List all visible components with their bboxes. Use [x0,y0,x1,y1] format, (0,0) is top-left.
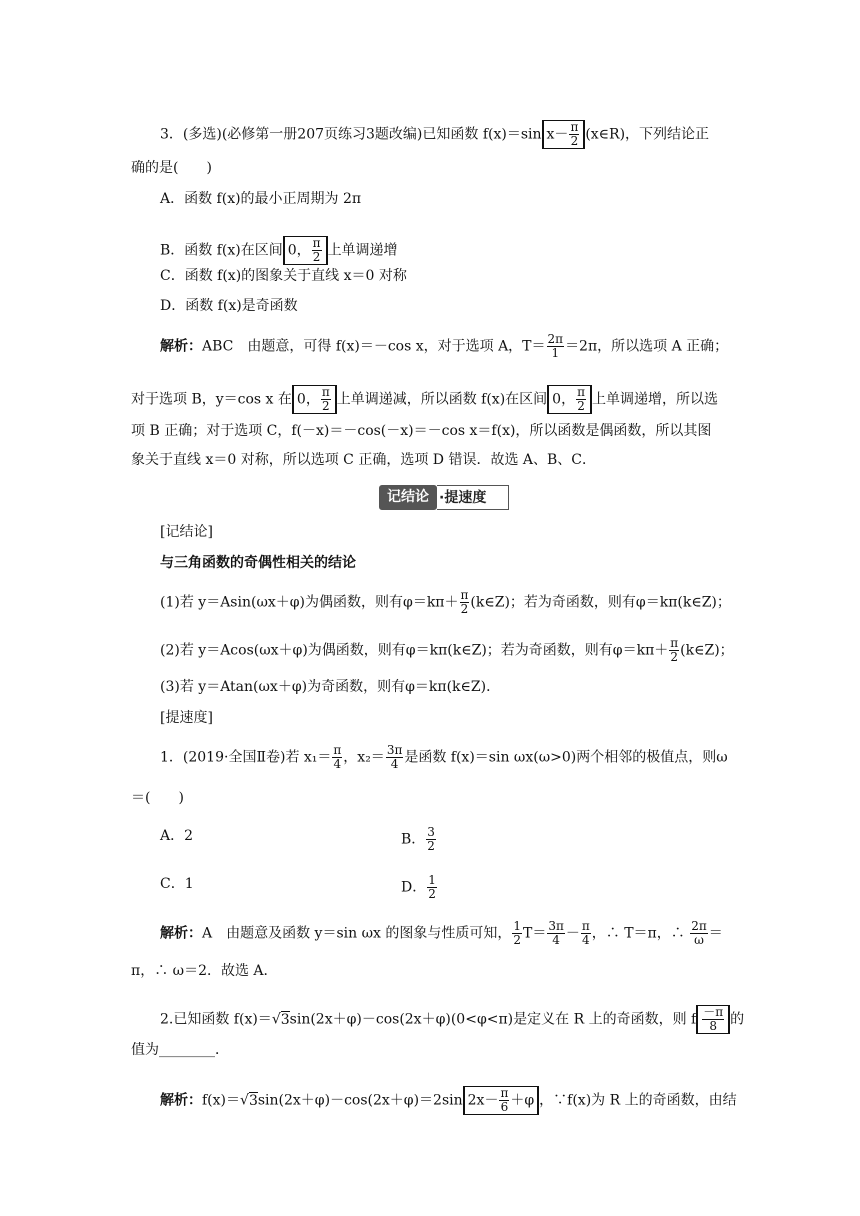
p2-line2: 值为________． [131,1042,229,1058]
q3-paren: x－ $\frac{\pi}{2}$ [542,120,586,149]
q3-line2: 确的是( ) [131,160,212,176]
p2-line1: 2.已知函数 f(x)＝√3sin(2x＋φ)－cos(2x＋φ)(0<φ<π)是定义在 R 上的奇函数，则 f $\frac{-\pi}{8}$ 的 [160,1005,745,1033]
p1-line1: 1．(2019·全国Ⅱ卷)若 x₁＝ $\frac{\pi}{4}$ ，x₂＝ $\frac{3\pi}{4}$ 是函数 f(x)＝sin ωx(ω>0)两个相邻的极值点，则ω [160,743,728,771]
p1-option-a: A．2 [160,828,194,844]
q3-head: 3．(多选)(必修第一册207页练习3题改编) [160,126,423,143]
q3-solution-line1: 解析：ABC 由题意，可得 f(x)＝－cos x，对于选项 A，T＝ $\frac{2\pi}{1}$ ＝2π，所以选项 A 正确； [160,332,729,360]
q3-option-d: D．函数 f(x)是奇函数 [160,298,298,314]
solution-label: 解析： [160,338,202,355]
p1-option-b: B． $\frac{3}{2}$ [401,825,435,853]
banner-left: 记结论 [379,485,437,510]
q3-stem: 已知函数 f(x)＝sin [422,126,542,143]
speedup-tag: [提速度] [160,710,213,726]
conclusion-2: (2)若 y＝Acos(ωx＋φ)为偶函数，则有φ＝kπ(k∈Z)；若为奇函数，则有φ＝kπ＋ $\frac{\pi}{2}$ (k∈Z)； [160,636,734,664]
q3-solution-line3: 项 B 正确；对于选项 C，f(－x)＝－cos(－x)＝－cos x＝f(x)，所以函数是偶函数，所以其图 [131,423,712,439]
q3-line1 [131,120,709,149]
q3-option-a: A．函数 f(x)的最小正周期为 2π [160,191,362,207]
q3-domain: (x∈R)，下列结论正 [585,126,710,143]
conclusion-1: (1)若 y＝Asin(ωx＋φ)为偶函数，则有φ＝kπ＋ $\frac{\pi}{2}$ (k∈Z)；若为奇函数，则有φ＝kπ(k∈Z)； [160,588,731,616]
p1-solution-line2: π，∴ ω＝2．故选 A． [131,963,278,979]
q3-solution-line4: 象关于直线 x＝0 对称，所以选项 C 正确，选项 D 错误．故选 A、B、C． [131,452,596,468]
p1-line2: ＝( ) [131,790,184,806]
p1-option-c: C．1 [160,876,194,892]
p1-option-d: D． $\frac{1}{2}$ [401,873,436,901]
conclusion-3: (3)若 y＝Atan(ωx＋φ)为奇函数，则有φ＝kπ(k∈Z)． [160,679,501,695]
banner-right: ·提速度 [437,485,509,510]
q3-solution-line2: 对于选项 B，y＝cos x 在 0， $\frac{\pi}{2}$ 上单调递减，所以函数 f(x)在区间 0， $\frac{\pi}{2}$ 上单调递增，所以选 [131,385,718,413]
p1-solution-line1: 解析：A 由题意及函数 y＝sin ωx 的图象与性质可知， $\frac{1}{2}$ T＝ $\frac{3\pi}{4}$ － $\frac{\pi}{4}$ ，∴ T＝π，∴ $\frac{2\pi}{\omega}$ ＝ [160,919,723,947]
conclusion-tag: [记结论] [160,524,213,540]
conclusion-title: 与三角函数的奇偶性相关的结论 [160,555,356,571]
q3-option-b: B．函数 f(x)在区间 0， $\frac{\pi}{2}$ 上单调递增 [160,236,398,264]
q3-option-c: C．函数 f(x)的图象关于直线 x＝0 对称 [160,268,407,284]
p2-solution-line1: 解析：f(x)＝√3sin(2x＋φ)－cos(2x＋φ)＝2sin 2x－ $\frac{\pi}{6}$ ＋φ ，∵f(x)为 R 上的奇函数，由结 [160,1086,737,1114]
section-banner [379,485,509,510]
